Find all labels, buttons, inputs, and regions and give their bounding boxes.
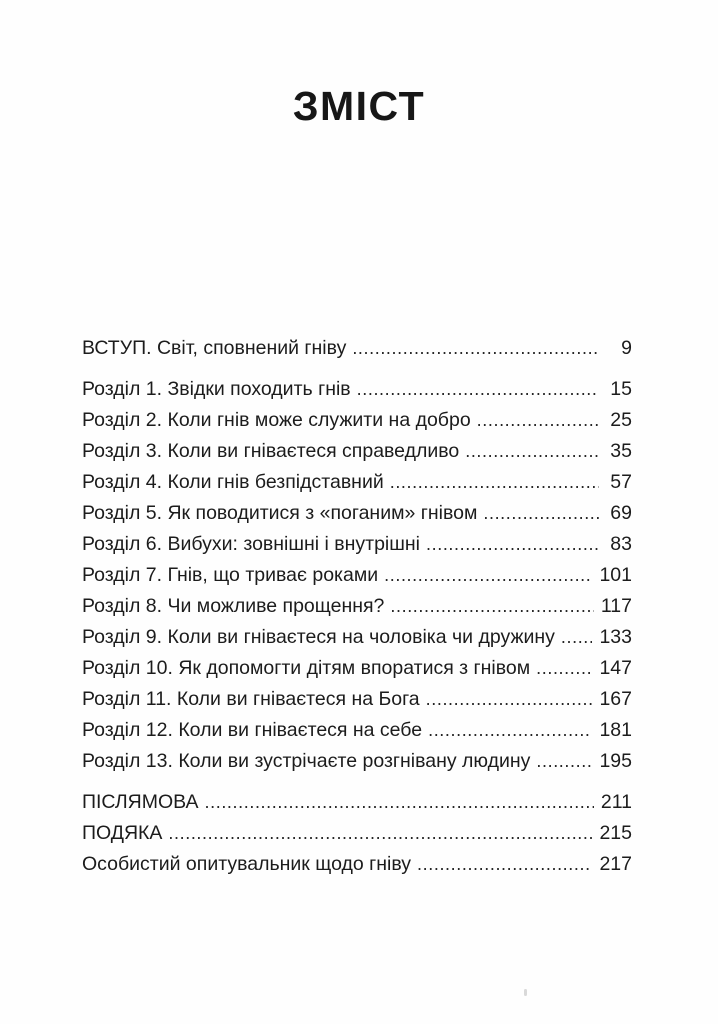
dot-leader: [428, 715, 592, 746]
dot-leader: [426, 529, 599, 560]
toc-entry-label: ВСТУП. Світ, сповнений гніву: [82, 337, 347, 359]
dot-leader: [477, 405, 599, 436]
toc-entry: [82, 622, 632, 653]
toc-entry-label: Розділ 6. Вибухи: зовнішні і внутрішні: [82, 533, 421, 555]
toc-entry-page: 117: [600, 595, 632, 617]
toc-entry: [82, 529, 632, 560]
toc-entry-page: 147: [599, 657, 632, 679]
toc-entry: [82, 746, 632, 777]
toc-entry: [82, 787, 632, 818]
dot-leader: [205, 787, 594, 818]
toc-entry-label: Розділ 13. Коли ви зустрічаєте розгнівану людину: [82, 750, 531, 772]
toc-entry-page: 35: [610, 440, 632, 462]
dot-leader: [561, 622, 593, 653]
toc-entry: [82, 333, 632, 364]
dot-leader: [390, 591, 594, 622]
toc-entry-label: Розділ 10. Як допомогти дітям впоратися з гнівом: [82, 657, 531, 679]
toc-entry: [82, 498, 632, 529]
toc-entry-page: 217: [599, 853, 632, 875]
scan-speck: [524, 989, 527, 996]
toc-entry-page: 25: [610, 409, 632, 431]
dot-leader: [168, 818, 592, 849]
toc-entry-page: 133: [599, 626, 632, 648]
toc-entry-page: 195: [599, 750, 632, 772]
toc-entry-label: Розділ 3. Коли ви гніваєтеся справедливо: [82, 440, 460, 462]
toc-entry-page: 215: [599, 822, 632, 844]
dot-leader: [352, 333, 599, 364]
toc-entry-label: Розділ 11. Коли ви гніваєтеся на Бога: [82, 688, 420, 710]
toc-entry: [82, 715, 632, 746]
toc-entry-label: Розділ 2. Коли гнів може служити на добро: [82, 409, 471, 431]
dot-leader: [426, 684, 593, 715]
toc-entry: [82, 591, 632, 622]
dot-leader: [483, 498, 599, 529]
toc-entry-page: 167: [599, 688, 632, 710]
toc-entry: [82, 849, 632, 880]
toc-entry-label: Розділ 4. Коли гнів безпідставний: [82, 471, 384, 493]
dot-leader: [465, 436, 599, 467]
toc-entry-page: 69: [610, 502, 632, 524]
toc-entry: [82, 653, 632, 684]
toc-entry: [82, 684, 632, 715]
toc-entry-page: 101: [599, 564, 632, 586]
dot-leader: [536, 746, 592, 777]
toc-entry: [82, 467, 632, 498]
toc-entry-label: ПОДЯКА: [82, 822, 163, 844]
toc-entry-page: 57: [610, 471, 632, 493]
toc-entry: [82, 405, 632, 436]
toc-entry-label: Особистий опитувальник щодо гніву: [82, 853, 412, 875]
toc-entry-page: 15: [610, 378, 632, 400]
toc-entry-label: Розділ 9. Коли ви гніваєтеся на чоловіка чи дружину: [82, 626, 555, 648]
toc-entry: [82, 560, 632, 591]
dot-leader: [536, 653, 592, 684]
toc-entry-page: 83: [610, 533, 632, 555]
dot-leader: [357, 374, 599, 405]
toc-entry: [82, 818, 632, 849]
toc-entry: [82, 436, 632, 467]
page-title: ЗМІСТ: [292, 83, 426, 129]
dot-leader: [384, 560, 592, 591]
toc-entry-page: 211: [600, 791, 632, 813]
toc-entry-label: Розділ 8. Чи можливе прощення?: [82, 595, 385, 617]
toc-entry: [82, 374, 632, 405]
toc-entry-page: 181: [599, 719, 632, 741]
table-of-contents: [82, 333, 632, 880]
dot-leader: [417, 849, 592, 880]
dot-leader: [390, 467, 599, 498]
toc-entry-label: Розділ 5. Як поводитися з «поганим» гнівом: [82, 502, 478, 524]
toc-entry-label: Розділ 7. Гнів, що триває роками: [82, 564, 379, 586]
toc-entry-page: 9: [621, 337, 632, 359]
toc-entry-label: ПІСЛЯМОВА: [82, 791, 199, 813]
toc-entry-label: Розділ 12. Коли ви гніваєтеся на себе: [82, 719, 423, 741]
toc-entry-label: Розділ 1. Звідки походить гнів: [82, 378, 351, 400]
